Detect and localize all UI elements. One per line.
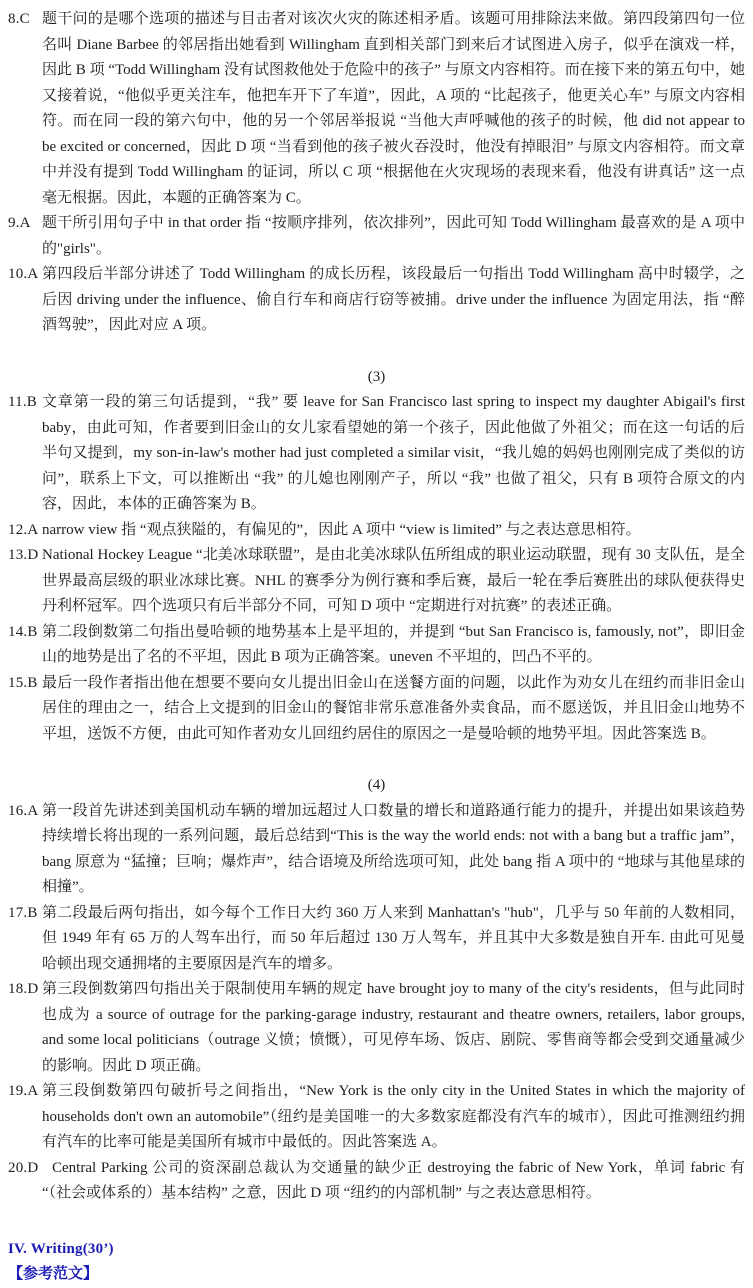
writing-section	[8, 1237, 745, 1288]
answer-explanation: Central Parking 公司的资深副总裁认为交通量的缺少正 destroying the fabric of New York，单词 fabric 有 “（社会或体系的）基本结构” 之意，因此 D 项 “纽约的内部机制” 与之表达意思相符。	[42, 1159, 745, 1201]
answer-explanation: National Hockey League “北美冰球联盟”，是由北美冰球队伍所组成的职业运动联盟，现有 30 支队伍，是全世界最高层级的职业冰球比赛。NHL 的赛季分为例行赛和季后赛，最后一轮在季后赛胜出的球队便获得史丹利杯冠军。四个选项只有后半部分不同，可知 D 项中 “定期进行对抗赛” 的表述正确。	[42, 547, 745, 614]
answer-item	[8, 390, 745, 518]
answer-item	[8, 543, 745, 620]
answer-number: 12.A	[8, 521, 39, 538]
answer-item	[8, 518, 745, 544]
answer-item	[8, 211, 745, 262]
answer-number: 18.D	[8, 981, 39, 997]
answer-item	[8, 262, 745, 339]
answer-item	[8, 1079, 745, 1156]
answer-item	[8, 620, 745, 671]
section-heading-part4: (4)	[367, 777, 386, 793]
answer-explanation: 题干问的是哪个选项的描述与目击者对该次火灾的陈述相矛盾。该题可用排除法来做。第四段第四句一位名叫 Diane Barbee 的邻居指出她看到 Willingham 直到相关部门到来后才试图进入房子，似乎在演戏一样，因此 B 项 “Todd Willingham 没有试图救他处于危险中的孩子” 与原文内容相符。而在接下来的第五句中，她又接着说，“他似乎更关注车，他把车开下了车道”，因此，A 项的 “比起孩子，他更关心车” 与原文内容相符。而在同一段的第六句中，他的另一个邻居举报说 “当他大声呼喊他的孩子的时候，他 did not appear to be excited or concerned，因此 D 项 “当看到他的孩子被火吞没时，他没有掉眼泪” 与原文内容相符。而文章中并没有提到 Todd Willingham 的证词，所以 C 项 “根据他在火灾现场的表现来看，他没有讲真话” 这一点毫无根据。因此，本题的正确答案为 C。	[42, 11, 745, 206]
section-heading-part3: (3)	[367, 368, 386, 385]
answer-explanation: narrow view 指 “观点狭隘的，有偏见的”，因此 A 项中 “view is limited” 与之表达意思相符。	[42, 521, 641, 538]
answer-number: 10.A	[8, 266, 39, 282]
answer-explanation: 题干所引用句子中 in that order 指 “按顺序排列，依次排列”，因此可知 Todd Willingham 最喜欢的是 A 项中的"girls"。	[42, 215, 745, 257]
answer-item	[8, 1156, 745, 1207]
answer-item	[8, 7, 745, 211]
answer-item	[8, 799, 745, 901]
answer-number: 19.A	[8, 1083, 39, 1099]
answer-number: 14.B	[8, 623, 38, 640]
answer-item	[8, 901, 745, 978]
answer-explanation: 第二段最后两句指出，如今每个工作日大约 360 万人来到 Manhattan's "hub"，几乎与 50 年前的人数相同，但 1949 年有 65 万的人驾车出行，而 50 年后超过 130 万人驾车，并且其中大多数是独自开车. 由此可见曼哈顿出现交通拥堵的主要原因是汽车的增多。	[42, 904, 745, 972]
answer-number: 15.B	[8, 674, 38, 691]
answer-explanation: 第二段倒数第二句指出曼哈顿的地势基本上是平坦的，并提到 “but San Francisco is, famously, not”，即旧金山的地势是出了名的不平坦，因此 B 项为正确答案。uneven 不平坦的，凹凸不平的。	[42, 623, 745, 665]
answer-number: 11.B	[8, 394, 37, 410]
answer-explanation: 第三段倒数第四句指出关于限制使用车辆的规定 have brought joy to many of the city's residents，但与此同时也成为 a source of outrage for the parking-garage industry, restaurant and theatre owners, retailers, labor groups, and some local politicians（outrage 义愤；愤慨），可见停车场、饭店、剧院、零售商等都会受到交通量减少的影响。因此 D 项正确。	[42, 981, 745, 1074]
answer-number: 9.A	[8, 215, 31, 231]
answer-explanation: 第三段倒数第四句破折号之间指出，“New York is the only city in the United States in which the majority of households don't own an automobile”（纽约是美国唯一的大多数家庭都没有汽车的城市），因此可推测纽约拥有汽车的比率可能是美国所有城市中最低的。因此答案选 A。	[42, 1083, 745, 1150]
answer-number: 13.D	[8, 547, 39, 563]
answer-number: 16.A	[8, 802, 39, 819]
sample-essay-heading: 【参考范文】	[8, 1266, 99, 1282]
answer-item	[8, 671, 745, 748]
answer-explanation: 第四段后半部分讲述了 Todd Willingham 的成长历程，该段最后一句指出 Todd Willingham 高中时辍学，之后因 driving under the influence、偷自行车和商店行窃等被捕。drive under the influence 为固定用法，指 “醉酒驾驶”，因此对应 A 项。	[42, 266, 745, 333]
answer-number: 20.D	[8, 1159, 39, 1176]
answer-item	[8, 977, 745, 1079]
writing-section-heading: IV. Writing(30’)	[8, 1240, 114, 1257]
answer-number: 17.B	[8, 904, 38, 921]
answer-explanation: 文章第一段的第三句话提到，“我” 要 leave for San Francisco last spring to inspect my daughter Abigail's first baby，由此可知，作者要到旧金山的女儿家看望她的第一个孩子，因此他做了外祖父；而在这一句话的后半句又提到，my son-in-law's mother had just completed a similar visit，“我儿媳的妈妈也刚刚完成了类似的访问”，联系上下文，可以推断出 “我” 的儿媳也刚刚产子，所以 “我” 也做了祖父，只有 B 项符合原文的内容，因此，本体的正确答案为 B。	[42, 394, 745, 512]
answer-number: 8.C	[8, 11, 30, 27]
answer-explanation: 第一段首先讲述到美国机动车辆的增加远超过人口数量的增长和道路通行能力的提升，并提出如果该趋势持续增长将出现的一系列问题，最后总结到“This is the way the world ends: not with a bang but a traffic jam”，bang 原意为 “猛撞；巨响；爆炸声”，结合语境及所给选项可知，此处 bang 指 A 项中的 “地球与其他星球的相撞”。	[42, 802, 745, 895]
answer-explanation: 最后一段作者指出他在想要不要向女儿提出旧金山在送餐方面的问题，以此作为劝女儿在纽约而非旧金山居住的理由之一，结合上文提到的旧金山的餐馆非常乐意准备外卖食品，而不愿送饭，并且旧金山地势不平坦，送饭不方便，由此可知作者劝女儿回纽约居住的原因之一是曼哈顿的地势平坦。因此答案选 B。	[42, 674, 745, 742]
